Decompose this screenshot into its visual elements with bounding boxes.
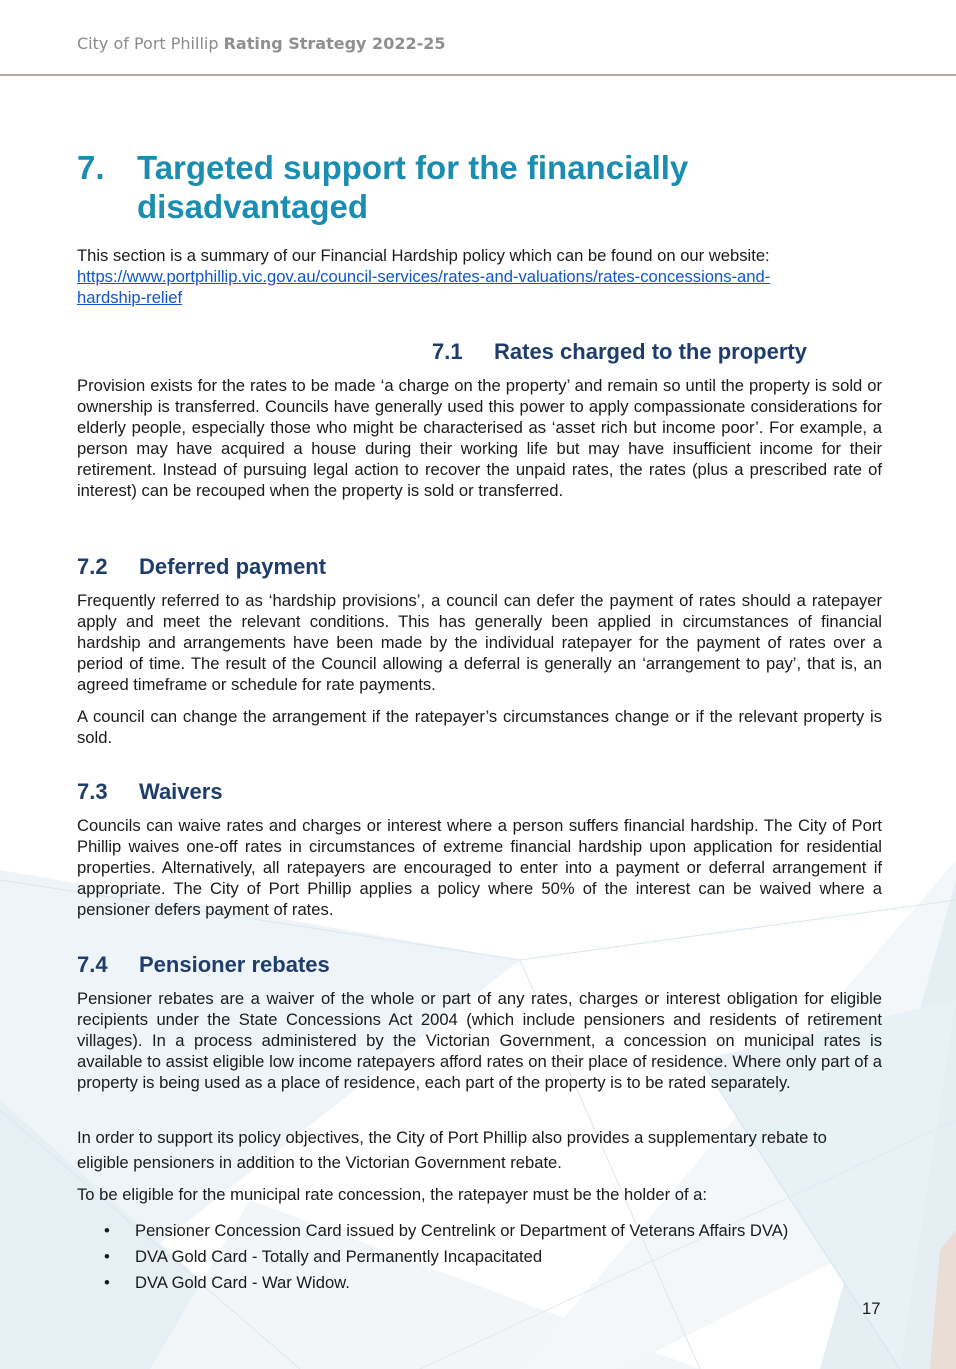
header-organisation: City of Port Phillip: [77, 34, 224, 53]
section-number: 7.3: [77, 779, 108, 804]
section-7-4-paragraph-1: Pensioner rebates are a waiver of the whole or part of any rates, charges or interest obligation for eligible recipients under the State Concessions Act 2004 (which include pensioners and residents of retirement villages). In a process administered by the Victorian Government, a concession on municipal rates is available to assist eligible low income ratepayers afford rates on their place of residence. Where only part of a property is being used as a place of residence, each part of the property is to be rated separately.: [77, 989, 882, 1092]
section-7-4-paragraph-2: In order to support its policy objectives, the City of Port Phillip also provides a supplementary rebate to eligible pensioners in addition to the Victorian Government rebate.: [77, 1128, 827, 1172]
section-7-4-paragraph-3: To be eligible for the municipal rate concession, the ratepayer must be the holder of a:: [77, 1185, 708, 1204]
section-number: 7.4: [77, 952, 108, 977]
section-7-2-paragraph-1: Frequently referred to as ‘hardship provisions’, a council can defer the payment of rates should a ratepayer apply and meet the relevant conditions. This has generally been applied in circumstances of financial hardship and arrangements have been made by the individual ratepayer for the payment of rates over a period of time. The result of the Council allowing a deferral is generally an ‘arrangement to pay’, that is, an agreed timeframe or schedule for rate payments.: [77, 591, 882, 694]
list-item: [77, 1244, 788, 1270]
section-title: Deferred payment: [139, 554, 327, 579]
eligible-cards-list: [77, 1218, 788, 1296]
section-heading-7-4: [77, 952, 330, 978]
section-heading-7-1: [432, 339, 807, 365]
section-heading-7-2: [77, 554, 326, 580]
intro-paragraph: [77, 245, 882, 308]
section-7-2-paragraph-2: A council can change the arrangement if the ratepayer’s circumstances change or if the relevant property is sold.: [77, 707, 882, 747]
running-header: [77, 34, 446, 53]
chapter-number: 7.: [77, 149, 105, 186]
hardship-policy-link-continued[interactable]: hardship-relief: [77, 288, 183, 307]
chapter-heading: [77, 148, 837, 226]
bullet-icon: •: [104, 1273, 110, 1292]
section-title: Pensioner rebates: [139, 952, 330, 977]
list-item-text: DVA Gold Card - Totally and Permanently Incapacitated: [135, 1247, 543, 1266]
chapter-title: Targeted support for the financially disadvantaged: [137, 149, 689, 225]
bullet-icon: •: [104, 1221, 110, 1240]
header-rule: [0, 74, 956, 76]
section-7-3-paragraph: Councils can waive rates and charges or interest where a person suffers financial hardship. The City of Port Phillip waives one-off rates in circumstances of extreme financial hardship upon application for residential properties. Alternatively, all ratepayers are encouraged to enter into a payment or deferral arrangement if appropriate. The City of Port Phillip applies a policy where 50% of the interest can be waived where a pensioner defers payment of rates.: [77, 816, 882, 919]
section-title: Rates charged to the property: [494, 339, 807, 364]
list-item-text: Pensioner Concession Card issued by Centrelink or Department of Veterans Affairs DVA): [135, 1221, 789, 1240]
page-number: 17: [862, 1299, 881, 1318]
section-heading-7-3: [77, 779, 223, 805]
list-item: [77, 1218, 788, 1244]
list-item-text: DVA Gold Card - War Widow.: [135, 1273, 350, 1292]
hardship-policy-link[interactable]: https://www.portphillip.vic.gov.au/council-services/rates-and-valuations/rates-concessions-and-: [77, 267, 771, 286]
intro-text: This section is a summary of our Financial Hardship policy which can be found on our website:: [77, 246, 770, 265]
list-item: [77, 1270, 788, 1296]
section-number: 7.1: [432, 339, 463, 364]
section-title: Waivers: [139, 779, 223, 804]
section-number: 7.2: [77, 554, 108, 579]
header-document-title: Rating Strategy 2022-25: [223, 34, 446, 53]
bullet-icon: •: [104, 1247, 110, 1266]
section-7-1-paragraph: Provision exists for the rates to be made ‘a charge on the property’ and remain so until the property is sold or ownership is transferred. Councils have generally used this power to apply compassionate considerations for elderly people, especially those who might be characterised as ‘asset rich but income poor’. For example, a person may have acquired a house during their working life but may have insufficient income for their retirement. Instead of pursuing legal action to recover the unpaid rates, the rates (plus a prescribed rate of interest) can be recouped when the property is sold or transferred.: [77, 376, 882, 500]
